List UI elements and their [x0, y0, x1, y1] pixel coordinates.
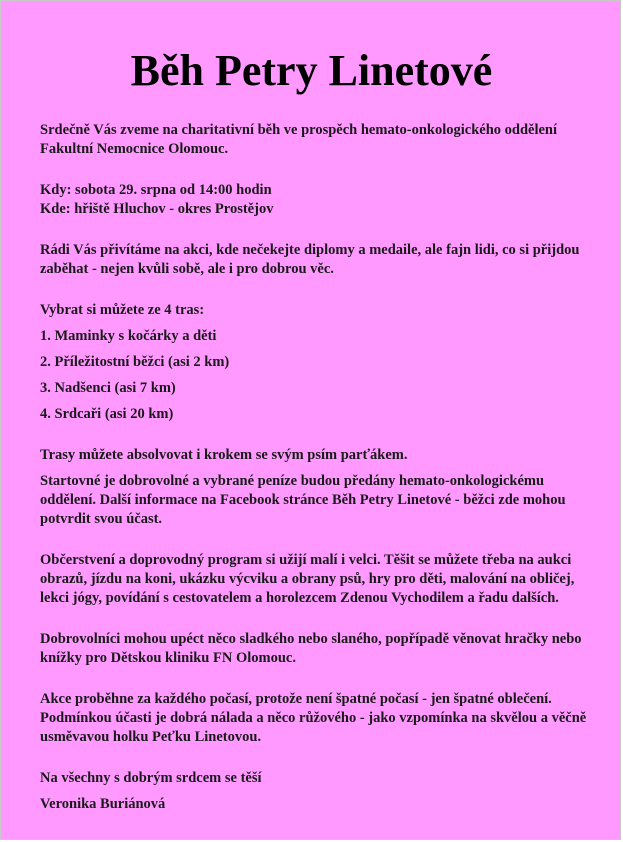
- route-item: 1. Maminky s kočárky a děti: [40, 328, 217, 344]
- invitation-body: [40, 121, 600, 814]
- routes-intro: Vybrat si můžete ze 4 tras:: [40, 302, 205, 318]
- route-item: 4. Srdcaři (asi 20 km): [40, 406, 174, 422]
- closing-line: Na všechny s dobrým srdcem se těší: [40, 770, 262, 786]
- program-paragraph: Občerstvení a doprovodný program si užijí malí i velci. Těšit se můžete třeba na aukci obrazů, jízdu na koni, ukázku výcviku a obrany psů, hry pro děti, malování na obličej, lekci jógy, povídání s cestovatelem a horolezcem Zdenou Vychodilem a řadu dalších.: [40, 552, 575, 606]
- route-item: 2. Příležitostní běžci (asi 2 km): [40, 354, 230, 370]
- weather-paragraph: Akce proběhne za každého počasí, protože není špatné počasí - jen špatné oblečení. Podmínkou účasti je dobrá nálada a něco růžového - jako vzpomínka na skvělou a věčně usměvavou holku Peťku Linetovou.: [40, 691, 587, 745]
- entry-fee-paragraph: Startovné je dobrovolné a vybrané peníze budou předány hemato-onkologickému oddělení. Další informace na Facebook stránce Běh Petry Linetové - běžci zde mohou potvrdit svou účast.: [40, 473, 566, 527]
- welcome-paragraph: Rádi Vás přivítáme na akci, kde nečekejte diplomy a medaile, ale fajn lidi, co si přijdou zaběhat - nejen kvůli sobě, ale i pro dobrou věc.: [40, 242, 580, 277]
- event-location: Kde: hřiště Hluchov - okres Prostějov: [40, 201, 274, 217]
- route-item: 3. Nadšenci (asi 7 km): [40, 380, 176, 396]
- signature: Veronika Buriánová: [40, 796, 166, 812]
- intro-paragraph: Srdečně Vás zveme na charitativní běh ve prospěch hemato-onkologického oddělení Fakultní Nemocnice Olomouc.: [40, 122, 558, 157]
- dog-walk-note: Trasy můžete absolvovat i krokem se svým psím parťákem.: [40, 447, 408, 463]
- page-title: Běh Petry Linetové: [130, 46, 493, 95]
- event-date: Kdy: sobota 29. srpna od 14:00 hodin: [40, 182, 272, 198]
- volunteers-paragraph: Dobrovolníci mohou upéct něco sladkého nebo slaného, popřípadě věnovat hračky nebo knížky pro Dětskou kliniku FN Olomouc.: [40, 631, 582, 666]
